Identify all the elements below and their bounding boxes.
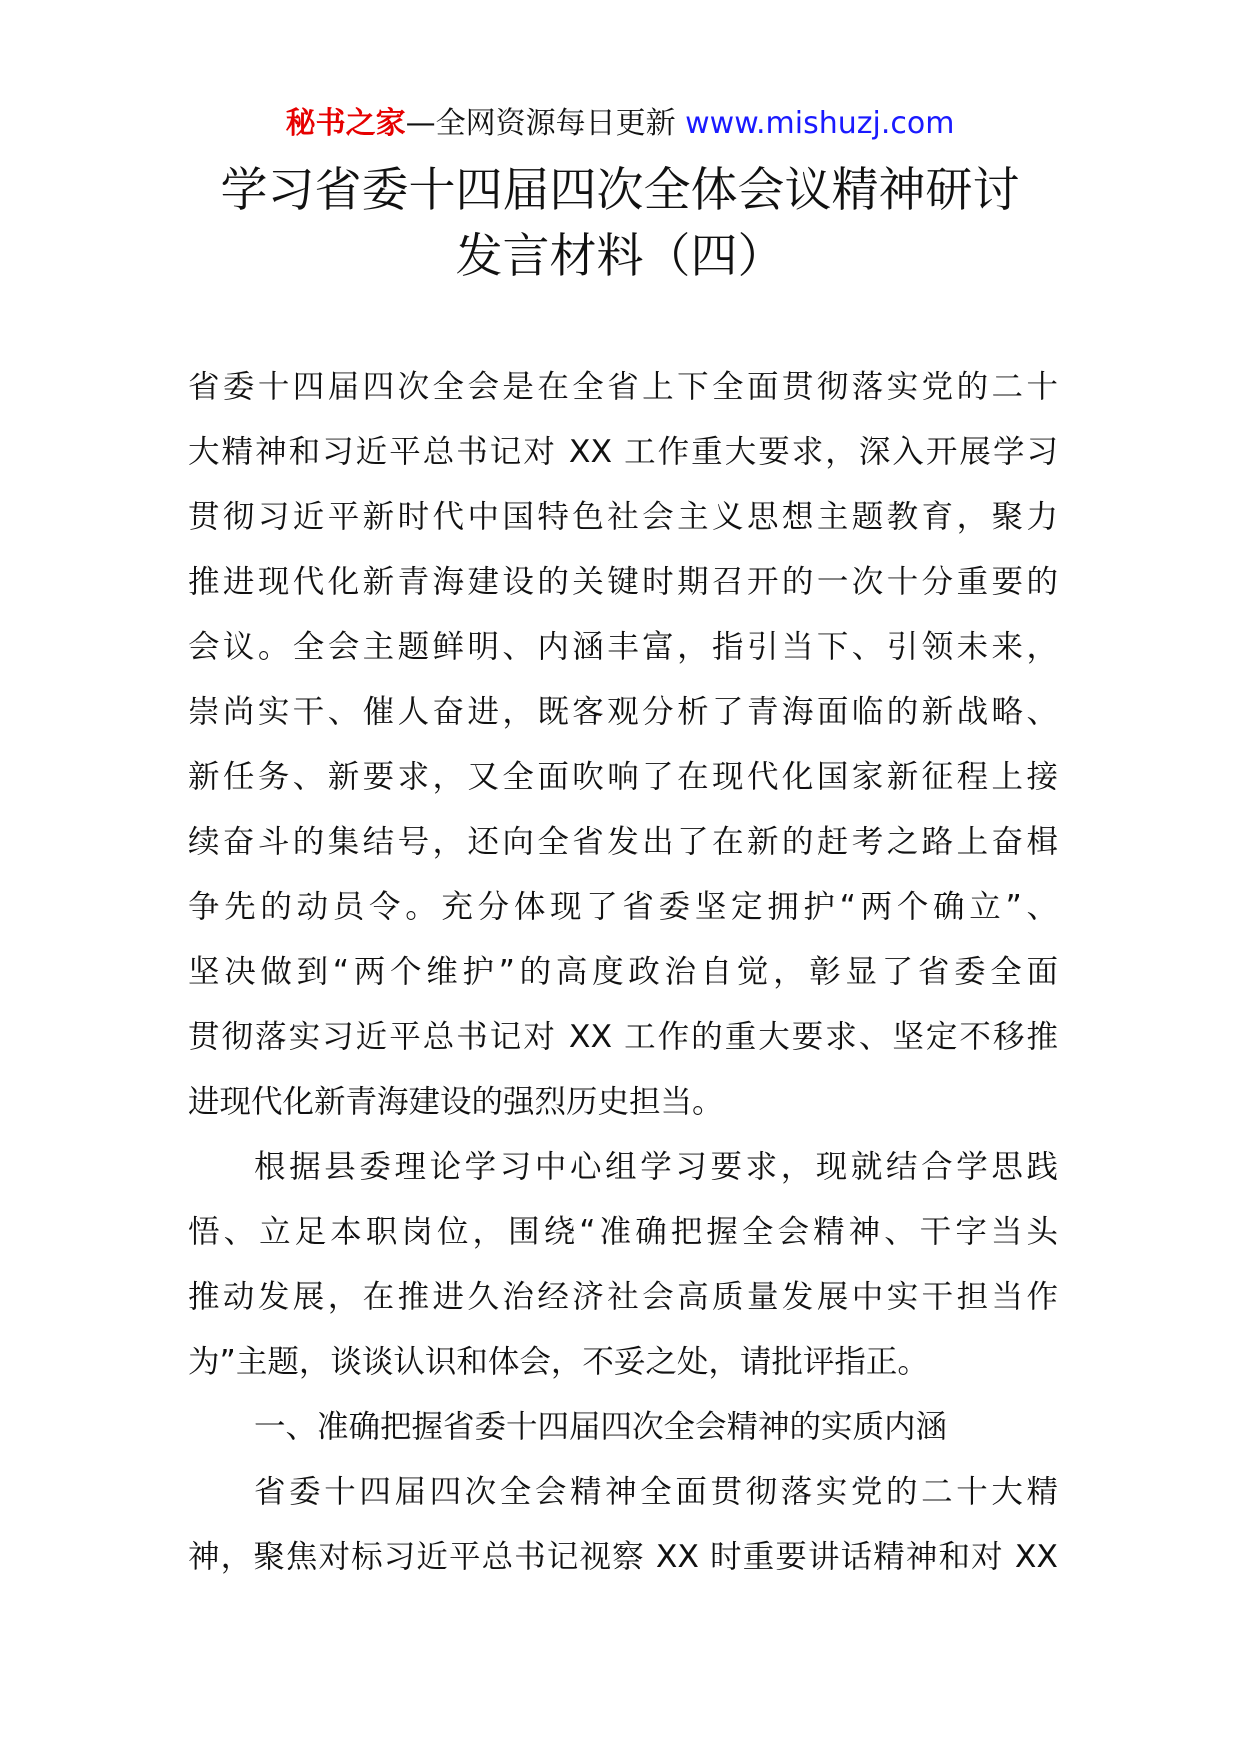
site-slogan: —全网资源每日更新 [405,106,676,141]
body-line: 推进现代化新青海建设的关键时期召开的一次十分重要的 [188,564,1058,600]
body-line: 崇尚实干、催人奋进，既客观分析了青海面临的新战略、 [188,694,1058,730]
body-line: 推动发展，在推进久治经济社会高质量发展中实干担当作 [188,1279,1058,1315]
document-title [0,158,1240,290]
body-line: 贯彻落实习近平总书记对 XX 工作的重大要求、坚定不移推 [188,1019,1058,1055]
title-line-2: 发言材料（四） [455,229,785,284]
body-line: 新任务、新要求，又全面吹响了在现代化国家新征程上接 [188,759,1058,795]
body-line: 进现代化新青海建设的强烈历史担当。 [188,1084,724,1120]
body-line: 续奋斗的集结号，还向全省发出了在新的赶考之路上奋楫 [188,824,1058,860]
body-line: 争先的动员令。充分体现了省委坚定拥护“两个确立”、 [188,889,1058,925]
title-line-1: 学习省委十四届四次全体会议精神研讨 [220,163,1020,218]
body-line: 为”主题，谈谈认识和体会，不妥之处，请批评指正。 [188,1344,929,1380]
body-line: 坚决做到“两个维护”的高度政治自觉，彰显了省委全面 [188,954,1058,990]
body-line: 神，聚焦对标习近平总书记视察 XX 时重要讲话精神和对 XX [188,1539,1058,1575]
body-line: 悟、立足本职岗位，围绕“准确把握全会精神、干字当头 [188,1214,1058,1250]
site-brand: 秘书之家 [285,106,406,141]
body-line: 贯彻习近平新时代中国特色社会主义思想主题教育，聚力 [188,499,1058,535]
document-body [188,355,1058,1590]
site-url[interactable]: www.mishuzj.com [685,106,955,141]
section-heading: 一、准确把握省委十四届四次全会精神的实质内涵 [254,1409,948,1445]
body-line: 会议。全会主题鲜明、内涵丰富，指引当下、引领未来， [188,629,1058,665]
site-header [0,100,1240,148]
body-line: 省委十四届四次全会是在全省上下全面贯彻落实党的二十 [188,369,1058,405]
body-line: 根据县委理论学习中心组学习要求，现就结合学思践 [254,1149,1058,1185]
body-line: 省委十四届四次全会精神全面贯彻落实党的二十大精 [254,1474,1058,1510]
body-line: 大精神和习近平总书记对 XX 工作重大要求，深入开展学习 [188,434,1058,470]
